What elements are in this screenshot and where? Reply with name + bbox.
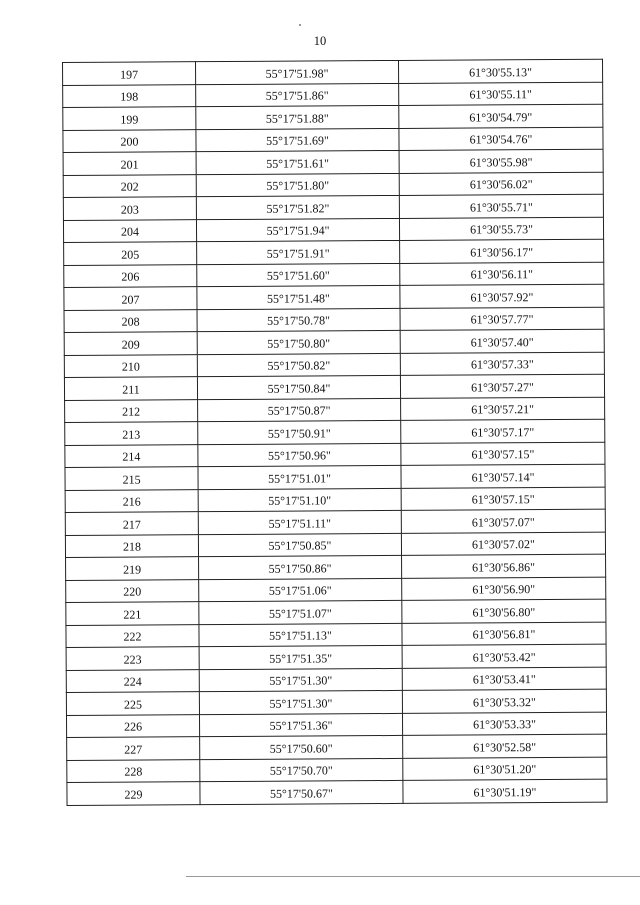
table-row [64, 329, 604, 355]
point-number-cell: 227 [67, 737, 200, 760]
latitude-cell: 55°17'51.06" [199, 578, 402, 602]
latitude-cell: 55°17'51.98" [196, 60, 399, 84]
latitude-cell: 55°17'50.91" [198, 420, 401, 444]
point-number-cell: 207 [64, 287, 197, 310]
point-number-cell: 215 [65, 467, 198, 490]
longitude-cell: 61°30'57.27" [400, 374, 604, 398]
table-row [63, 127, 603, 153]
point-number-cell: 221 [66, 602, 199, 625]
longitude-cell: 61°30'57.15" [401, 442, 605, 466]
latitude-cell: 55°17'50.80" [197, 330, 400, 354]
latitude-cell: 55°17'51.91" [197, 240, 400, 264]
point-number-cell: 200 [63, 129, 196, 152]
table-row [63, 149, 603, 175]
latitude-cell: 55°17'51.01" [198, 465, 401, 489]
latitude-cell: 55°17'50.86" [199, 555, 402, 579]
point-number-cell: 225 [66, 692, 199, 715]
table-row [65, 442, 605, 468]
table-row [66, 599, 606, 625]
longitude-cell: 61°30'56.80" [402, 599, 606, 623]
longitude-cell: 61°30'56.17" [400, 239, 604, 263]
point-number-cell: 204 [63, 219, 196, 242]
longitude-cell: 61°30'57.92" [400, 284, 604, 308]
point-number-cell: 206 [64, 264, 197, 287]
longitude-cell: 61°30'57.77" [400, 307, 604, 331]
table-row [65, 532, 605, 558]
longitude-cell: 61°30'53.42" [402, 644, 606, 668]
longitude-cell: 61°30'53.32" [402, 689, 606, 713]
point-number-cell: 212 [65, 399, 198, 422]
table-row [66, 667, 606, 693]
point-number-cell: 228 [67, 759, 200, 782]
table-row [64, 374, 604, 400]
point-number-cell: 229 [67, 782, 200, 805]
table-row [64, 262, 604, 288]
table-row [65, 419, 605, 445]
table-row [66, 622, 606, 648]
latitude-cell: 55°17'50.87" [198, 398, 401, 422]
longitude-cell: 61°30'57.33" [400, 352, 604, 376]
latitude-cell: 55°17'51.82" [196, 195, 399, 219]
table-row [67, 757, 607, 783]
page-number: 10 [313, 34, 327, 48]
longitude-cell: 61°30'57.15" [401, 487, 605, 511]
table-row [63, 217, 603, 243]
table-row [64, 352, 604, 378]
latitude-cell: 55°17'51.80" [196, 173, 399, 197]
coordinates-table-body [63, 59, 608, 805]
point-number-cell: 203 [63, 197, 196, 220]
longitude-cell: 61°30'56.90" [402, 577, 606, 601]
latitude-cell: 55°17'50.70" [200, 758, 403, 782]
longitude-cell: 61°30'57.07" [401, 509, 605, 533]
table-row [63, 104, 603, 130]
longitude-cell: 61°30'57.14" [401, 464, 605, 488]
point-number-cell: 210 [64, 354, 197, 377]
longitude-cell: 61°30'54.76" [399, 127, 603, 151]
table-row [65, 464, 605, 490]
table-row [65, 397, 605, 423]
latitude-cell: 55°17'50.84" [197, 375, 400, 399]
latitude-cell: 55°17'50.82" [197, 353, 400, 377]
point-number-cell: 216 [65, 489, 198, 512]
longitude-cell: 61°30'56.02" [399, 172, 603, 196]
point-number-cell: 220 [66, 579, 199, 602]
longitude-cell: 61°30'56.11" [400, 262, 604, 286]
latitude-cell: 55°17'51.94" [196, 218, 399, 242]
latitude-cell: 55°17'51.60" [197, 263, 400, 287]
coordinates-table [62, 59, 608, 806]
longitude-cell: 61°30'55.13" [398, 59, 602, 83]
latitude-cell: 55°17'51.61" [196, 150, 399, 174]
longitude-cell: 61°30'52.58" [403, 734, 607, 758]
longitude-cell: 61°30'57.21" [401, 397, 605, 421]
latitude-cell: 55°17'50.60" [200, 735, 403, 759]
latitude-cell: 55°17'51.13" [199, 623, 402, 647]
table-row [63, 82, 603, 108]
longitude-cell: 61°30'55.11" [399, 82, 603, 106]
latitude-cell: 55°17'51.35" [199, 645, 402, 669]
longitude-cell: 61°30'55.98" [399, 149, 603, 173]
longitude-cell: 61°30'57.02" [401, 532, 605, 556]
point-number-cell: 202 [63, 174, 196, 197]
table-row [66, 712, 606, 738]
point-number-cell: 209 [64, 332, 197, 355]
latitude-cell: 55°17'51.30" [199, 668, 402, 692]
table-row [65, 487, 605, 513]
point-number-cell: 226 [66, 714, 199, 737]
point-number-cell: 223 [66, 647, 199, 670]
latitude-cell: 55°17'51.69" [196, 128, 399, 152]
scan-speck [299, 24, 301, 26]
longitude-cell: 61°30'57.17" [401, 419, 605, 443]
point-number-cell: 211 [64, 377, 197, 400]
longitude-cell: 61°30'56.81" [402, 622, 606, 646]
latitude-cell: 55°17'51.30" [199, 690, 402, 714]
point-number-cell: 199 [63, 107, 196, 130]
longitude-cell: 61°30'56.86" [402, 554, 606, 578]
latitude-cell: 55°17'51.10" [198, 488, 401, 512]
latitude-cell: 55°17'50.96" [198, 443, 401, 467]
point-number-cell: 198 [63, 84, 196, 107]
table-row [64, 307, 604, 333]
point-number-cell: 222 [66, 624, 199, 647]
table-row [66, 577, 606, 603]
point-number-cell: 219 [66, 557, 199, 580]
latitude-cell: 55°17'51.86" [196, 83, 399, 107]
point-number-cell: 197 [63, 62, 196, 85]
latitude-cell: 55°17'51.48" [197, 285, 400, 309]
point-number-cell: 205 [64, 242, 197, 265]
longitude-cell: 61°30'55.73" [399, 217, 603, 241]
latitude-cell: 55°17'51.36" [199, 713, 402, 737]
table-row [63, 172, 603, 198]
point-number-cell: 217 [65, 512, 198, 535]
longitude-cell: 61°30'55.71" [399, 194, 603, 218]
table-row [63, 59, 603, 85]
longitude-cell: 61°30'51.20" [403, 757, 607, 781]
table-row [64, 284, 604, 310]
latitude-cell: 55°17'50.85" [198, 533, 401, 557]
latitude-cell: 55°17'50.67" [200, 780, 403, 804]
table-row [67, 779, 607, 805]
point-number-cell: 214 [65, 444, 198, 467]
point-number-cell: 208 [64, 309, 197, 332]
longitude-cell: 61°30'54.79" [399, 104, 603, 128]
table-row [66, 644, 606, 670]
table-row [65, 509, 605, 535]
longitude-cell: 61°30'53.33" [402, 712, 606, 736]
latitude-cell: 55°17'50.78" [197, 308, 400, 332]
table-row [67, 734, 607, 760]
longitude-cell: 61°30'53.41" [402, 667, 606, 691]
table-row [66, 689, 606, 715]
point-number-cell: 224 [66, 669, 199, 692]
table-row [63, 194, 603, 220]
point-number-cell: 201 [63, 152, 196, 175]
point-number-cell: 213 [65, 422, 198, 445]
longitude-cell: 61°30'51.19" [403, 779, 607, 803]
latitude-cell: 55°17'51.11" [198, 510, 401, 534]
longitude-cell: 61°30'57.40" [400, 329, 604, 353]
table-row [64, 239, 604, 265]
point-number-cell: 218 [65, 534, 198, 557]
scan-edge-line [186, 876, 640, 877]
latitude-cell: 55°17'51.88" [196, 105, 399, 129]
table-row [66, 554, 606, 580]
latitude-cell: 55°17'51.07" [199, 600, 402, 624]
